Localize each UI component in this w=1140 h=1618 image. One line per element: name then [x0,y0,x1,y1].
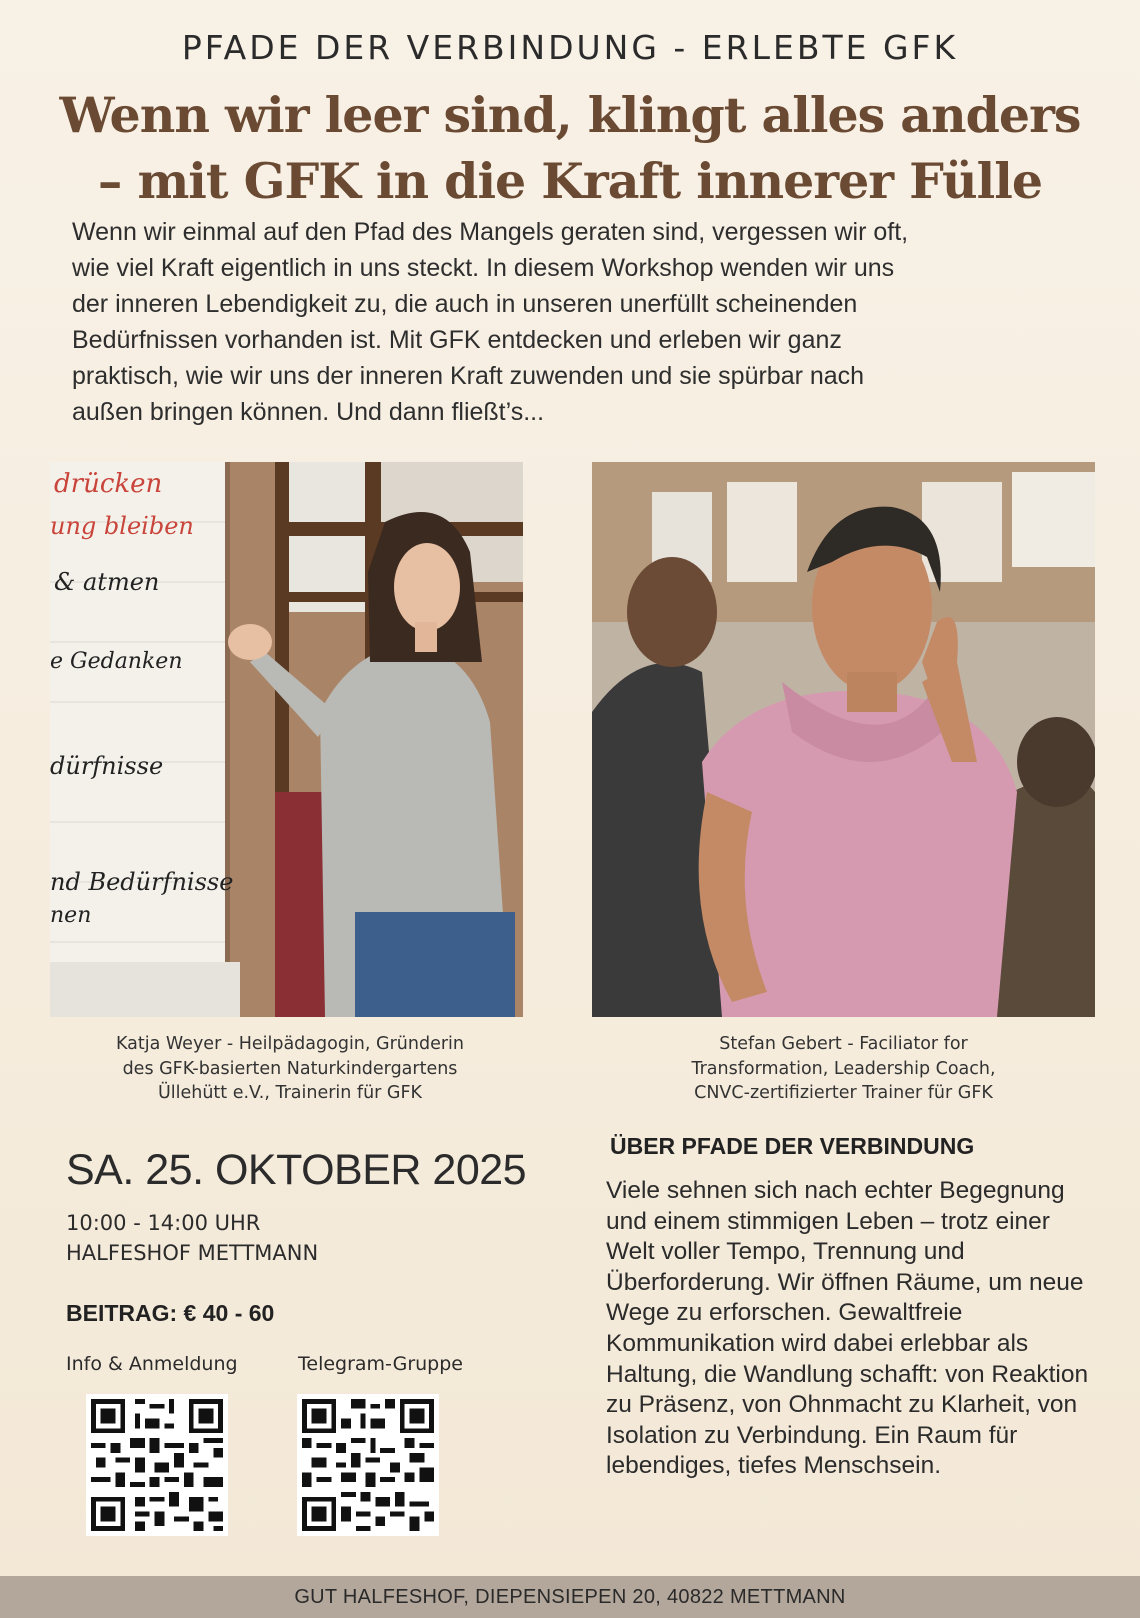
flipchart-text: drücken [54,469,163,499]
qr-icon [297,1394,439,1536]
intro-paragraph [72,214,1082,430]
qr-label-registration: Info & Anmeldung [66,1353,238,1375]
flipchart-text: nd Bedürfnisse [50,868,234,896]
qr-code-registration[interactable] [86,1394,228,1536]
flipchart-text: & atmen [54,568,160,596]
about-heading: ÜBER PFADE DER VERBINDUNG [610,1133,975,1159]
flipchart-text: e Gedanken [50,649,183,674]
trainer-photo-katja [50,462,523,1017]
qr-label-telegram: Telegram-Gruppe [298,1353,463,1375]
caption-line: CNVC-zertifizierter Trainer für GFK [694,1083,993,1103]
qr-code-telegram[interactable] [297,1394,439,1536]
intro-line: Bedürfnissen vorhanden ist. Mit GFK entdecken und erleben wir ganz [72,326,842,354]
event-time: 10:00 - 14:00 UHR [66,1211,261,1235]
caption-line: Stefan Gebert - Faciliator for [719,1034,968,1054]
trainer-caption-stefan [592,1032,1095,1106]
event-time-location [66,1208,318,1268]
flipchart-text: ung bleiben [50,512,194,540]
title-line-2: – mit GFK in die Kraft innerer Fülle [97,152,1043,210]
event-location: HALFESHOF METTMANN [66,1241,319,1265]
caption-line: Transformation, Leadership Coach, [691,1058,996,1079]
about-text: Viele sehnen sich nach echter Begegnung und einem stimmigen Leben – trotz einer Welt voller Tempo, Trennung und Überforderung. Wir öffnen Räume, um neue Wege zu erforschen. Gewaltfreie Kommunikation wird dabei erlebbar als Haltung, die Wandlung schafft: von Reaktion zu Präsenz, von Ohnmacht zu Klarheit, von Isolation zu Verbindung. Ein Raum für lebendiges, tiefes Menschsein. [606,1177,1089,1480]
flipchart-text: dürfnisse [50,752,164,780]
caption-line: des GFK-basierten Naturkindergartens [122,1058,458,1079]
intro-line: außen bringen können. Und dann fließt’s... [72,398,545,426]
event-date: SA. 25. OKTOBER 2025 [66,1146,527,1194]
page-title [40,82,1100,214]
event-fee: BEITRAG: € 40 - 60 [66,1300,275,1326]
footer-address: GUT HALFESHOF, DIEPENSIEPEN 20, 40822 METTMANN [294,1586,846,1608]
intro-line: praktisch, wie wir uns der inneren Kraft zuwenden und sie spürbar nach [72,362,865,390]
footer-address-bar [0,1576,1140,1618]
qr-icon [86,1394,228,1536]
intro-line: der inneren Lebendigkeit zu, die auch in unseren unerfüllt scheinenden [72,290,858,318]
flipchart-text: nen [50,903,92,928]
event-series-kicker: PFADE DER VERBINDUNG - ERLEBTE GFK [181,28,959,67]
caption-line: Üllehütt e.V., Trainerin für GFK [157,1083,423,1103]
trainer-photo-stefan [592,462,1095,1017]
trainer-caption-katja [50,1032,530,1106]
caption-line: Katja Weyer - Heilpädagogin, Gründerin [116,1034,464,1054]
intro-line: wie viel Kraft eigentlich in uns steckt. In diesem Workshop wenden wir uns [72,254,895,282]
title-line-1: Wenn wir leer sind, klingt alles anders [59,86,1081,144]
intro-line: Wenn wir einmal auf den Pfad des Mangels geraten sind, vergessen wir oft, [72,218,909,246]
